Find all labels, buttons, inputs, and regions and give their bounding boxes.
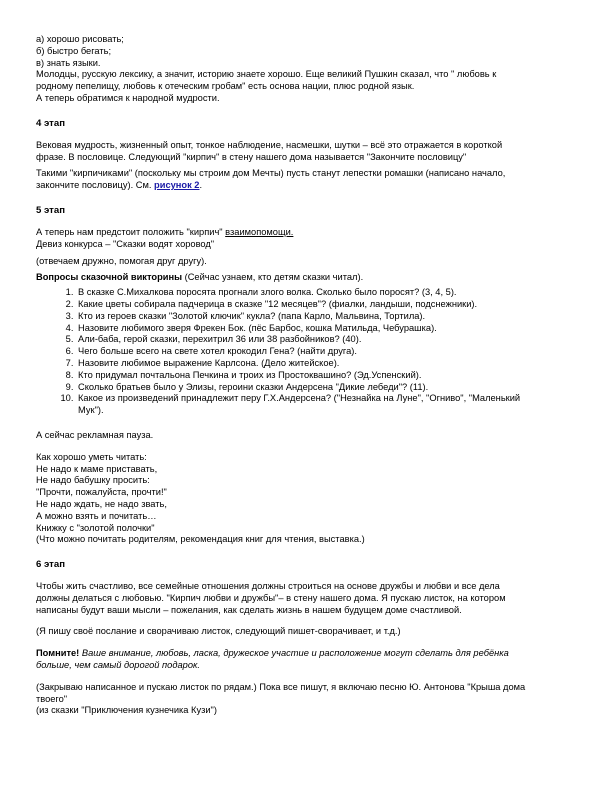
stage4-paragraph-line: Вековая мудрость, жизненный опыт, тонкое наблюдение, насмешки, шутки – всё это отражается в короткой — [36, 139, 503, 150]
stage6-paragraph-line: (Закрываю написанное и пускаю листок по рядам.) Пока все пишут, я включаю песню Ю. Антонова "Крыша дома — [36, 681, 526, 692]
quiz-question-continuation: Мук"). — [78, 405, 104, 416]
stage6-paragraph-line: написаны будут ваши мысли – пожелания, как сделать жизнь в нашем будущем доме счастливой. — [36, 604, 462, 615]
stage4-text: закончите пословицу). См. — [36, 180, 155, 191]
remember-label: Помните! — [36, 648, 80, 659]
quiz-question: 4. Назовите любимого зверя Фрекен Бок. (пёс Барбос, кошка Матильда, Чебурашка). — [76, 323, 576, 335]
quiz-question: 2. Какие цветы собирала падчерица в сказке "12 месяцев"? (фиалки, ландыши, подснежники). — [76, 299, 576, 311]
quiz-question: 6. Чего больше всего на свете хотел крокодил Гена? (найти друга). — [76, 346, 576, 358]
stage6-paragraph-line: (Я пишу своё послание и сворачиваю листок, следующий пишет-сворачивает, и т.д.) — [36, 626, 401, 637]
stage4-text: . — [199, 180, 203, 191]
quiz-question-text: Какое из произведений принадлежит перу Г.Х.Андерсена? ("Незнайка на Луне", "Огниво", "Маленький — [78, 393, 521, 404]
poem-line: (Что можно почитать родителям, рекомендация книг для чтения, выставка.) — [36, 534, 365, 545]
quiz-title-line — [36, 272, 576, 284]
stage6-paragraph-line: должны делаться с любовью. "Кирпич любви и дружбы"– в стену нашего дома. Я пускаю листок, на котором — [36, 592, 506, 603]
stage4-paragraph-line: Такими "кирпичиками" (поскольку мы строим дом Мечты) пусть станут лепестки ромашки (написано начало, — [36, 168, 506, 179]
poem-line: Книжку с "золотой полочки" — [36, 522, 155, 533]
intro-list-item: в) знать языки. — [36, 57, 101, 68]
stage4-heading: 4 этап — [36, 117, 66, 129]
intro-list — [36, 34, 576, 69]
stage6-heading: 6 этап — [36, 559, 66, 571]
poem-line: Не надо бабушку просить: — [36, 475, 150, 486]
quiz-question: 3. Кто из героев сказки "Золотой ключик" кукла? (папа Карло, Мальвина, Тортила). — [76, 311, 576, 323]
document-page — [36, 34, 576, 717]
intro-list-item: б) быстро бегать; — [36, 45, 112, 56]
stage6-paragraph-line: (из сказки "Приключения кузнечика Кузи") — [36, 705, 217, 716]
stage5-line: Девиз конкурса – "Сказки водят хоровод" — [36, 238, 215, 249]
quiz-question: 8. Кто придумал почтальона Печкина и троих из Простоквашино? (Эд.Успенский). — [76, 370, 576, 382]
stage5-line: (отвечаем дружно, помогая друг другу). — [36, 255, 207, 266]
intro-list-item: а) хорошо рисовать; — [36, 34, 124, 44]
quiz-question — [76, 393, 576, 417]
intro-paragraph-line: А теперь обратимся к народной мудрости. — [36, 92, 220, 103]
poem-line: Не надо к маме приставать, — [36, 463, 158, 474]
poem-line: Не надо ждать, не надо звать, — [36, 498, 167, 509]
remember-text: Ваше внимание, любовь, ласка, дружеское участие и расположение могут сделать для ребёнка — [79, 648, 509, 659]
quiz-question: 1. В сказке С.Михалкова поросята прогнали злого волка. Сколько было поросят? (3, 4, 5). — [76, 287, 576, 299]
quiz-question: 7. Назовите любимое выражение Карлсона. (Дело житейское). — [76, 358, 576, 370]
poem-line: "Прочти, пожалуйста, прочти!" — [36, 487, 167, 498]
stage6-paragraph-line: твоего" — [36, 693, 68, 704]
remember-text: больше, чем самый дорогой подарок. — [36, 660, 200, 671]
poem-line: Как хорошо уметь читать: — [36, 451, 147, 462]
stage5-heading: 5 этап — [36, 204, 66, 216]
stage5-text: А теперь нам предстоит положить "кирпич" — [36, 226, 226, 237]
intro-paragraph-line: Молодцы, русскую лексику, а значит, историю знаете хорошо. Еще великий Пушкин сказал, что " любовь к — [36, 69, 497, 80]
underlined-word: взаимопомощи. — [225, 226, 294, 237]
figure-2-link[interactable]: рисунок 2 — [154, 180, 200, 191]
stage4-paragraph-line: фразе. В пословице. Следующий "кирпич" в стену нашего дома называется "Закончите пословицу" — [36, 151, 467, 162]
quiz-question: 5. Али-баба, герой сказки, перехитрил 36 или 38 разбойников? (40). — [76, 334, 576, 346]
intro-paragraph-line: родному пепелищу, любовь к отеческим гробам" есть основа нации, плюс родной язык. — [36, 81, 415, 92]
stage5-line — [36, 227, 576, 239]
stage6-paragraph-line: Чтобы жить счастливо, все семейные отношения должны строиться на основе дружбы и любви и все дела — [36, 581, 500, 592]
stage4-paragraph-line — [36, 180, 576, 192]
remember-line — [36, 648, 576, 660]
quiz-question: 9. Сколько братьев было у Элизы, героини сказки Андерсена "Дикие лебеди"? (11). — [76, 382, 576, 394]
quiz-note: (Сейчас узнаем, кто детям сказки читал). — [182, 272, 364, 283]
poem-line: А можно взять и почитать… — [36, 510, 157, 521]
poem — [36, 452, 576, 546]
ad-title: А сейчас рекламная пауза. — [36, 429, 154, 440]
quiz-title: Вопросы сказочной викторины — [36, 272, 183, 283]
quiz-question-list — [36, 287, 576, 417]
